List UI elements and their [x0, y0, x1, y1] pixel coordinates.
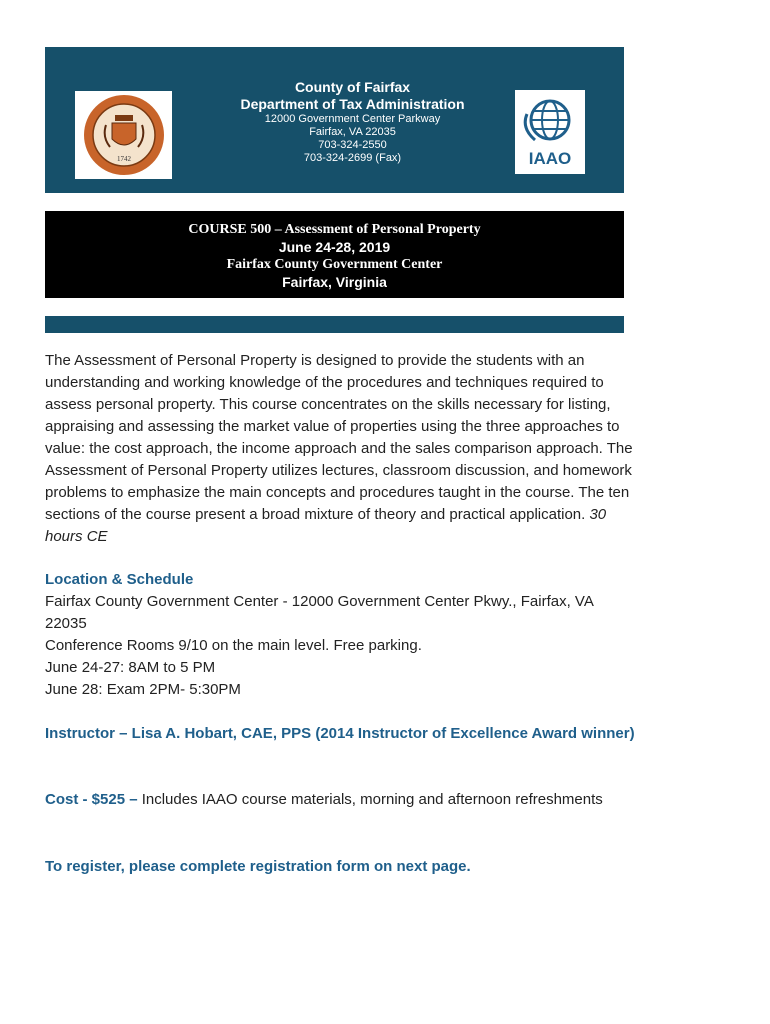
section-divider-bar [45, 316, 624, 333]
course-details [45, 350, 635, 878]
schedule-line-days: June 24-27: 8AM to 5 PM [45, 659, 216, 676]
county-seal-logo [75, 91, 172, 179]
svg-text:IAAO: IAAO [528, 149, 572, 168]
course-dates: June 24-28, 2019 [278, 239, 391, 255]
course-title: COURSE 500 – Assessment of Personal Property [188, 222, 481, 237]
location-schedule-section [45, 569, 635, 701]
schedule-line-exam: June 28: Exam 2PM- 5:30PM [45, 681, 241, 698]
cost-section [45, 789, 635, 811]
letterhead-text [195, 79, 510, 165]
letterhead-banner [45, 47, 624, 193]
cost-heading: Cost - $525 – [45, 791, 142, 808]
ce-hours: 30 hours CE [45, 506, 607, 545]
course-banner [45, 211, 624, 298]
course-description [45, 350, 635, 548]
dept-name: Department of Tax Administration [240, 96, 465, 112]
instructor-heading: Instructor – Lisa A. Hobart, CAE, PPS (2014 Instructor of Excellence Award winner) [45, 725, 635, 742]
phone-line: 703-324-2550 [318, 139, 387, 151]
location-line-address: Fairfax County Government Center - 12000 Government Center Pkwy., Fairfax, VA 22035 [45, 593, 594, 632]
course-venue: Fairfax County Government Center [226, 257, 443, 272]
register-note: To register, please complete registration form on next page. [45, 858, 471, 875]
address-line: 12000 Government Center Parkway [264, 113, 441, 125]
location-line-rooms: Conference Rooms 9/10 on the main level. Free parking. [45, 637, 422, 654]
location-heading: Location & Schedule [45, 571, 194, 588]
fax-line: 703-324-2699 (Fax) [303, 152, 402, 164]
cost-detail: Includes IAAO course materials, morning and afternoon refreshments [141, 791, 603, 808]
org-name: County of Fairfax [294, 79, 411, 95]
seal-icon [82, 93, 166, 177]
svg-text:1742: 1742 [116, 155, 131, 163]
city-line: Fairfax, VA 22035 [309, 126, 396, 138]
globe-icon [517, 92, 583, 172]
iaao-logo [515, 90, 585, 174]
course-location: Fairfax, Virginia [282, 274, 387, 290]
description-body: The Assessment of Personal Property is designed to provide the students with an understanding and working knowledge of the procedures and techniques required to assess personal property. This course concentrates on the skills necessary for listing, appraising and assessing the market value of properties using the three approaches to value: the cost approach, the income approach and the sales comparison approach. The Assessment of Personal Property utilizes lectures, classroom discussion, and homework problems to emphasize the main concepts and procedures taught in the course. The ten sections of the course present a broad mixture of theory and practical application. [45, 352, 633, 523]
